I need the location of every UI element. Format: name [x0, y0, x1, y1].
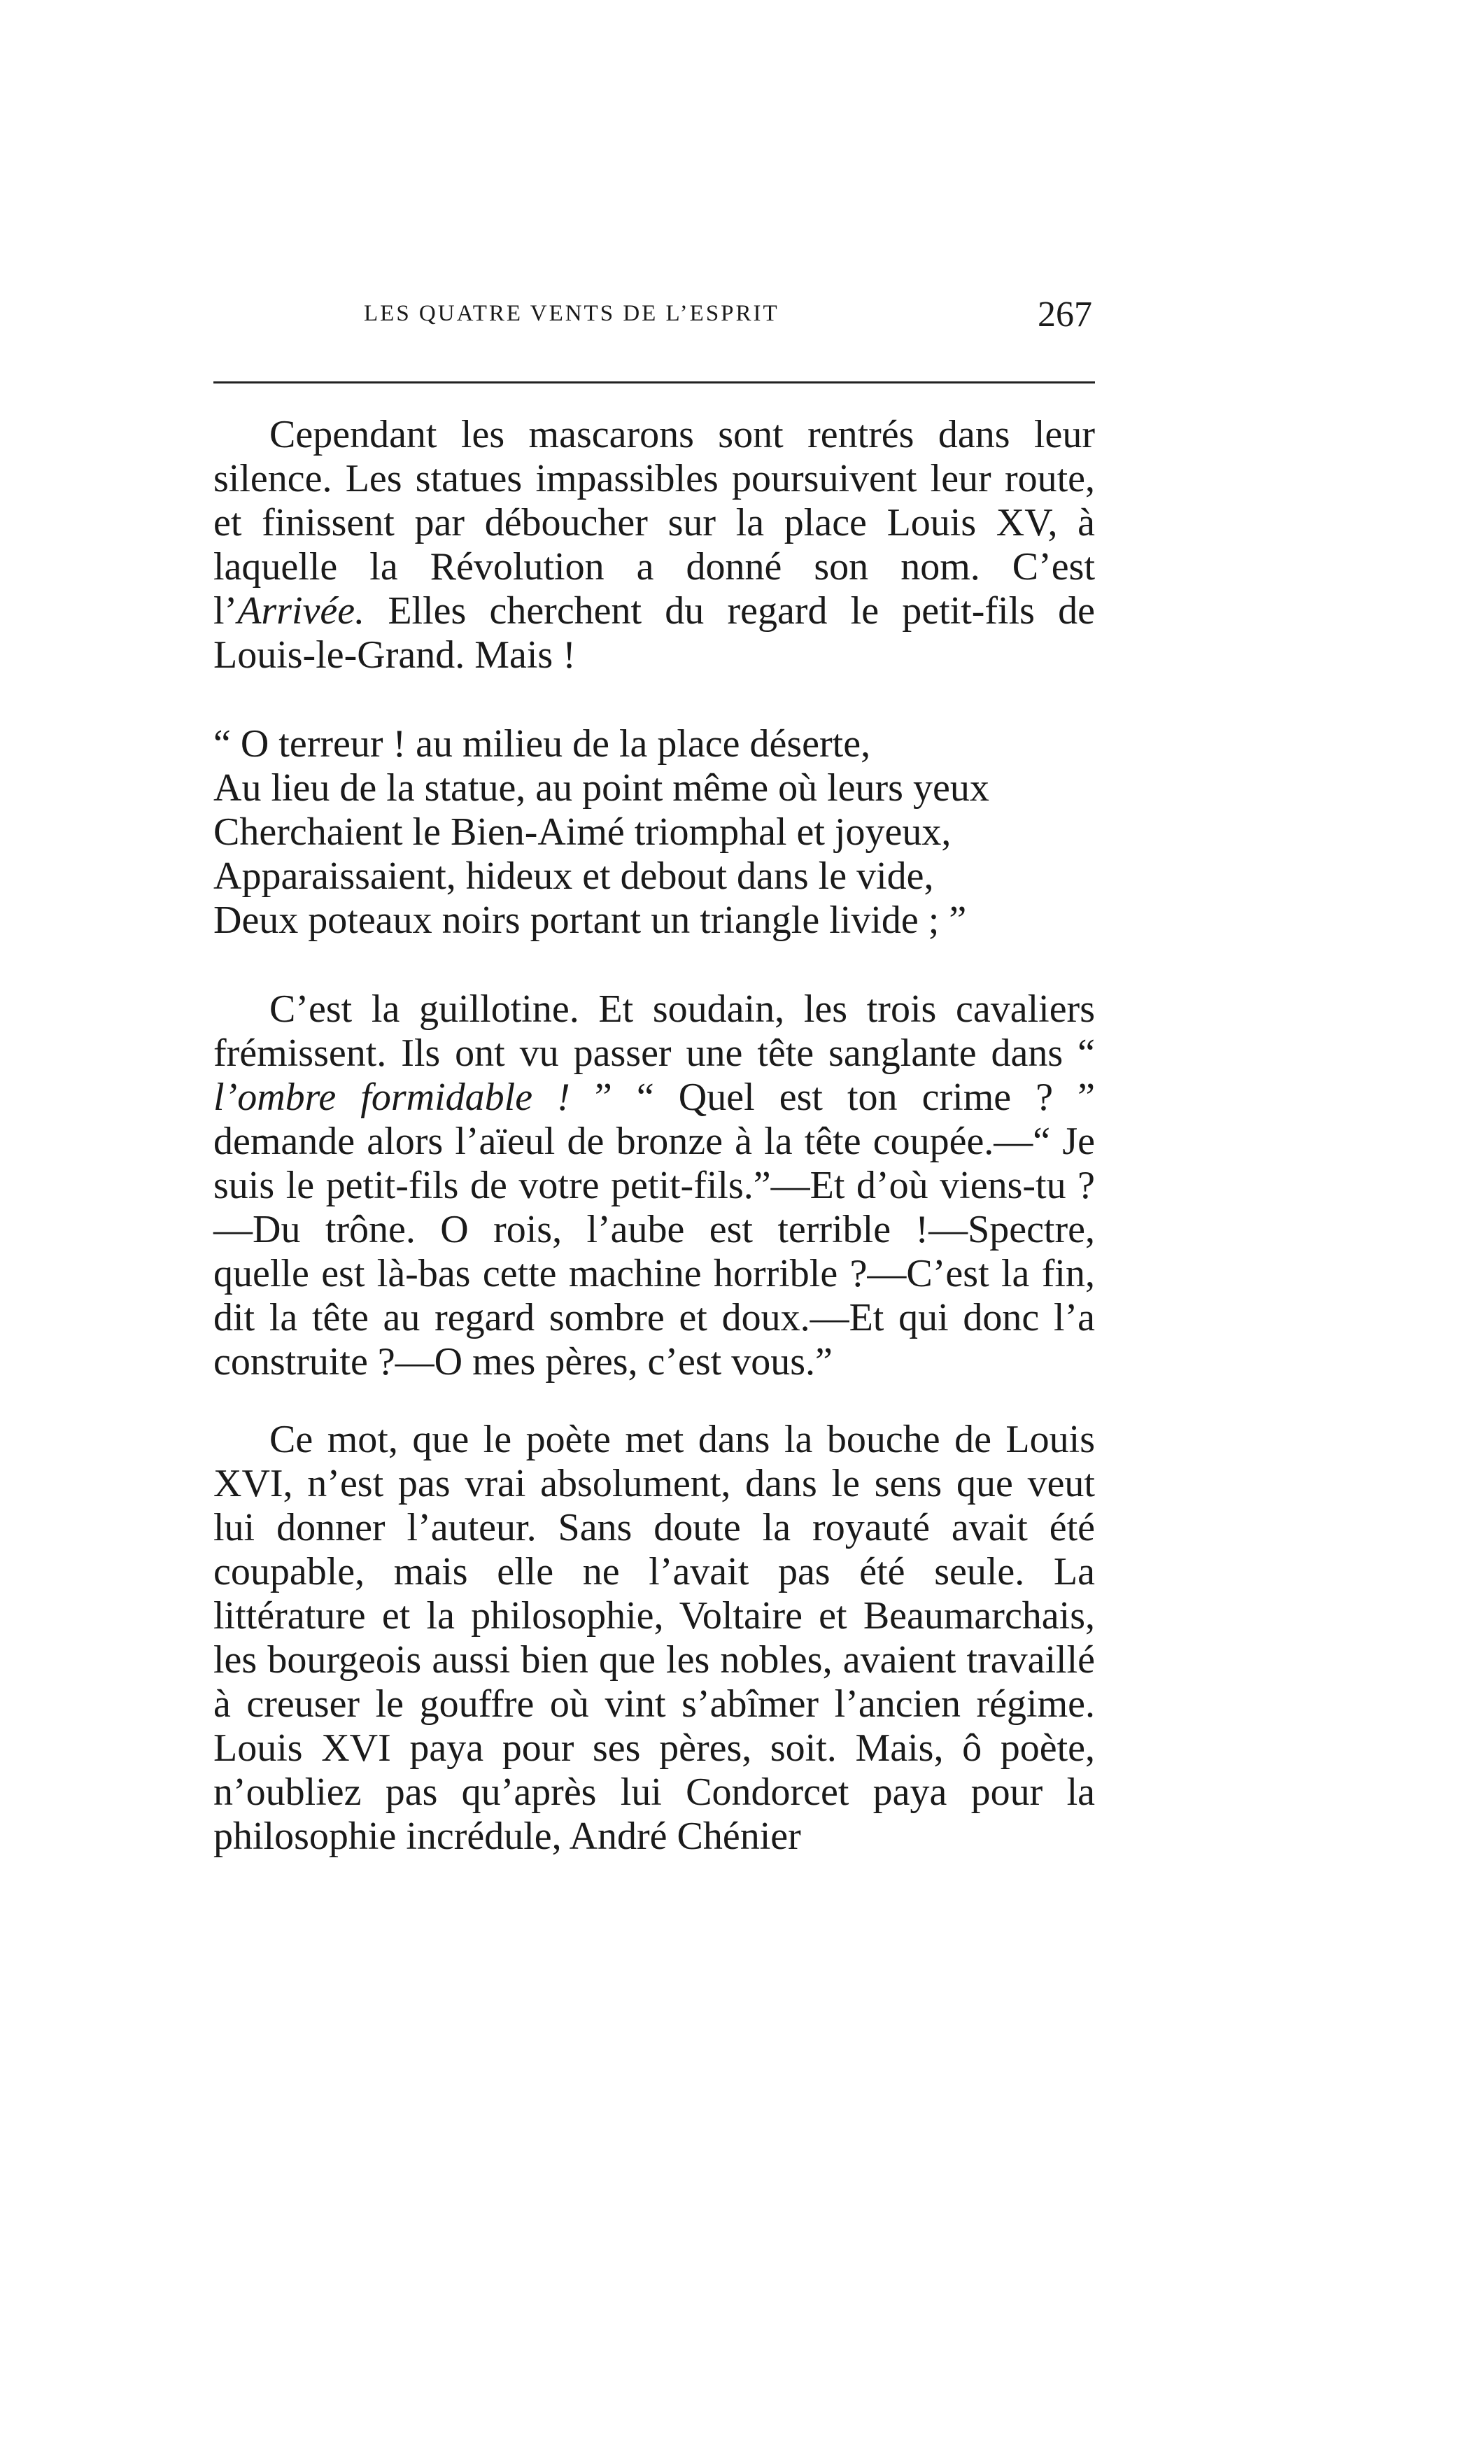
paragraph-1-text-a: Cependant les mascarons sont rentrés dans leur silence. Les statues impassibles poursuivent leur route, et finissent par déboucher sur la place Louis XV, à laquelle la Révolution a donné son nom. C’est l’ — [213, 413, 1095, 633]
paragraph-1-italic: Arrivée. — [237, 589, 365, 633]
page-header — [213, 294, 1095, 336]
paragraph-2 — [213, 987, 1095, 1384]
verse-line: Apparaissaient, hideux et debout dans le vide, — [213, 854, 934, 898]
header-rule — [213, 381, 1095, 383]
verse-quotation — [213, 722, 1095, 943]
paragraph-2-text-b: ” “ Quel est ton crime ? ” demande alors l’aïeul de bronze à la tête coupée.—“ Je suis le petit-fils de votre petit-fils.”—Et d’où viens-tu ?—Du trône. O rois, l’aube est terrible !—Spectre, quelle est là-bas cette machine horrible ?—C’est la fin, dit la tête au regard sombre et doux.—Et qui donc l’a construite ?—O mes pères, c’est vous.” — [213, 1076, 1095, 1384]
verse-line: “ O terreur ! au milieu de la place déserte, — [213, 722, 871, 766]
book-page — [213, 294, 1095, 1859]
verse-line: Au lieu de la statue, au point même où leurs yeux — [213, 766, 989, 810]
running-head: LES QUATRE VENTS DE L’ESPRIT — [364, 301, 779, 326]
verse-line: Deux poteaux noirs portant un triangle livide ; ” — [213, 899, 967, 942]
paragraph-2-text-a: C’est la guillotine. Et soudain, les trois cavaliers frémissent. Ils ont vu passer une tête sanglante dans “ — [213, 987, 1095, 1075]
page-number: 267 — [1038, 295, 1092, 335]
paragraph-1-text-b: Elles cherchent du regard le petit-fils de Louis-le-Grand. Mais ! — [213, 589, 1095, 677]
paragraph-1 — [213, 413, 1095, 677]
verse-line: Cherchaient le Bien-Aimé triomphal et joyeux, — [213, 810, 952, 854]
paragraph-3: Ce mot, que le poète met dans la bouche de Louis XVI, n’est pas vrai absolument, dans le sens que veut lui donner l’auteur. Sans doute la royauté avait été coupable, mais elle ne l’avait pas été seule. La littérature et la philosophie, Voltaire et Beaumarchais, les bourgeois aussi bien que les nobles, avaient travaillé à creuser le gouffre où vint s’abîmer l’ancien régime. Louis XVI paya pour ses pères, soit. Mais, ô poète, n’oubliez pas qu’après lui Condorcet paya pour la philosophie incrédule, André Chénier — [213, 1418, 1095, 1858]
paragraph-2-italic: l’ombre formidable ! — [213, 1076, 570, 1119]
